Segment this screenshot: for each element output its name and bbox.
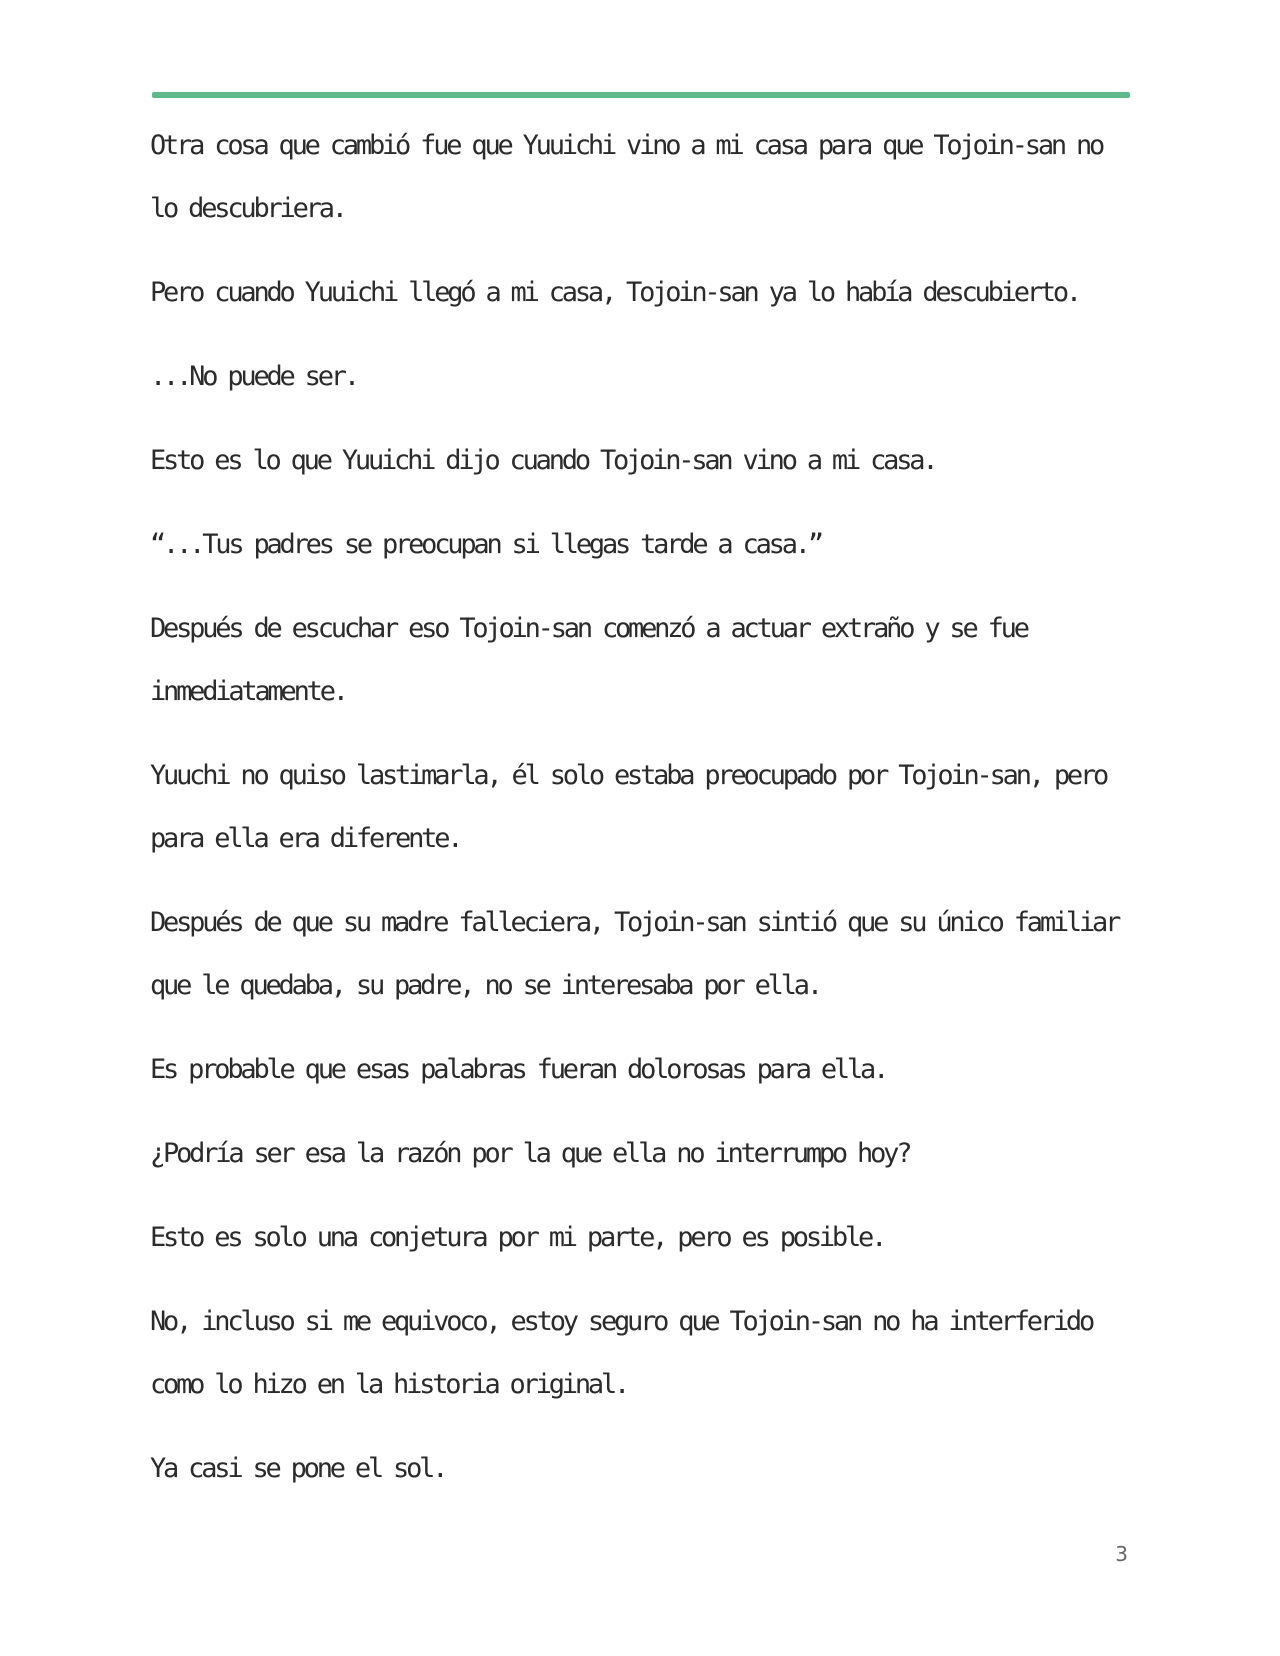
paragraph: Pero cuando Yuuichi llegó a mi casa, Tojoin-san ya lo había descubierto. [150, 277, 1079, 308]
paragraph: Después de que su madre falleciera, Tojoin-san sintió que su único familiar que le quedaba, su padre, no se interesaba por ella. [150, 907, 1119, 1001]
paragraph: ...No puede ser. [150, 361, 357, 392]
paragraph: Esto es lo que Yuuichi dijo cuando Tojoin-san vino a mi casa. [150, 445, 936, 476]
paragraph: ¿Podría ser esa la razón por la que ella no interrumpo hoy? [150, 1138, 910, 1169]
paragraph: Otra cosa que cambió fue que Yuuichi vino a mi casa para que Tojoin-san no lo descubriera. [150, 130, 1103, 224]
paragraph: Es probable que esas palabras fueran dolorosas para ella. [150, 1054, 887, 1085]
paragraph: Después de escuchar eso Tojoin-san comenzó a actuar extraño y se fue inmediatamente. [150, 613, 1027, 707]
page-number: 3 [1115, 1542, 1128, 1566]
page-body [150, 114, 1140, 1521]
top-divider [152, 92, 1130, 98]
paragraph: Ya casi se pone el sol. [150, 1453, 446, 1484]
paragraph: Yuuchi no quiso lastimarla, él solo estaba preocupado por Tojoin-san, pero para ella era diferente. [150, 760, 1107, 854]
paragraph: “...Tus padres se preocupan si llegas tarde a casa.” [150, 529, 821, 560]
paragraph: Esto es solo una conjetura por mi parte, pero es posible. [150, 1222, 885, 1253]
paragraph: No, incluso si me equivoco, estoy seguro que Tojoin-san no ha interferido como lo hizo en la historia original. [150, 1306, 1093, 1400]
